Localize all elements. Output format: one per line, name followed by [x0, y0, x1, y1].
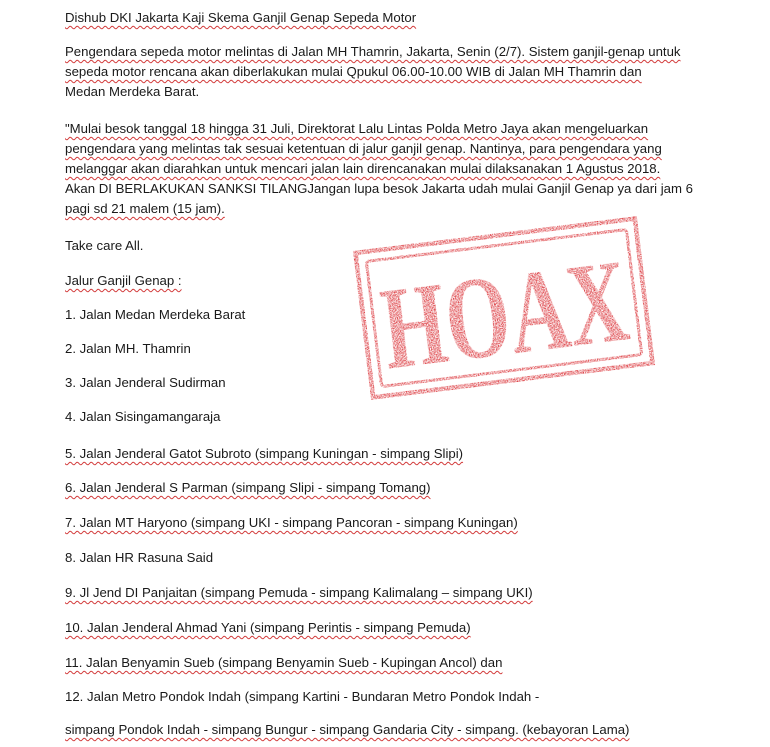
doc-title: Dishub DKI Jakarta Kaji Skema Ganjil Genap Sepeda Motor — [65, 10, 417, 25]
list-item-continuation: simpang Pondok Indah - simpang Bungur - simpang Gandaria City - simpang. (kebayoran Lama) — [65, 722, 630, 737]
list-item: 5. Jalan Jenderal Gatot Subroto (simpang Kuningan - simpang Slipi) — [65, 446, 464, 461]
list-item: 7. Jalan MT Haryono (simpang UKI - simpang Pancoran - simpang Kuningan) — [65, 515, 518, 530]
list-item: 12. Jalan Metro Pondok Indah (simpang Kartini - Bundaran Metro Pondok Indah - — [65, 689, 540, 704]
hoax-stamp — [347, 211, 743, 406]
list-item: 11. Jalan Benyamin Sueb (simpang Benyamin Sueb - Kupingan Ancol) dan — [65, 655, 503, 670]
quote-line: "Mulai besok tanggal 18 hingga 31 Juli, Direktorat Lalu Lintas Polda Metro Jaya akan mengeluarkan — [65, 121, 649, 136]
list-item: 1. Jalan Medan Merdeka Barat — [65, 307, 246, 322]
list-item: 10. Jalan Jenderal Ahmad Yani (simpang Perintis - simpang Pemuda) — [65, 620, 471, 635]
quote-line: pagi sd 21 malem (15 jam). — [65, 201, 225, 216]
list-item: 2. Jalan MH. Thamrin — [65, 341, 191, 356]
paragraph-line: Medan Merdeka Barat. — [65, 84, 200, 99]
list-item: 9. Jl Jend DI Panjaitan (simpang Pemuda - simpang Kalimalang – simpang UKI) — [65, 585, 533, 600]
take-care-text: Take care All. — [65, 238, 144, 253]
stamp-text: HOAX — [374, 221, 743, 395]
paragraph-line: Pengendara sepeda motor melintas di Jalan MH Thamrin, Jakarta, Senin (2/7). Sistem ganjil-genap untuk — [65, 44, 681, 59]
stamp-graphic — [347, 211, 743, 406]
quote-line: melanggar akan diarahkan untuk mencari jalan lain direncanakan mulai dilaksanakan 1 Agustus 2018. — [65, 161, 661, 176]
list-item: 6. Jalan Jenderal S Parman (simpang Slipi - simpang Tomang) — [65, 480, 431, 495]
quote-line: pengendara yang melintas tak sesuai ketentuan di jalur ganjil genap. Nantinya, para pengendara yang — [65, 141, 662, 156]
list-heading: Jalur Ganjil Genap : — [65, 273, 182, 288]
list-item: 8. Jalan HR Rasuna Said — [65, 550, 214, 565]
list-item: 3. Jalan Jenderal Sudirman — [65, 375, 226, 390]
quote-line: Akan DI BERLAKUKAN SANKSI TILANGJangan lupa besok Jakarta udah mulai Ganjil Genap ya dari jam 6 — [65, 181, 693, 196]
paragraph-line: sepeda motor rencana akan diberlakukan mulai Qpukul 06.00-10.00 WIB di Jalan MH Thamrin dan — [65, 64, 642, 79]
list-item: 4. Jalan Sisingamangaraja — [65, 409, 221, 424]
